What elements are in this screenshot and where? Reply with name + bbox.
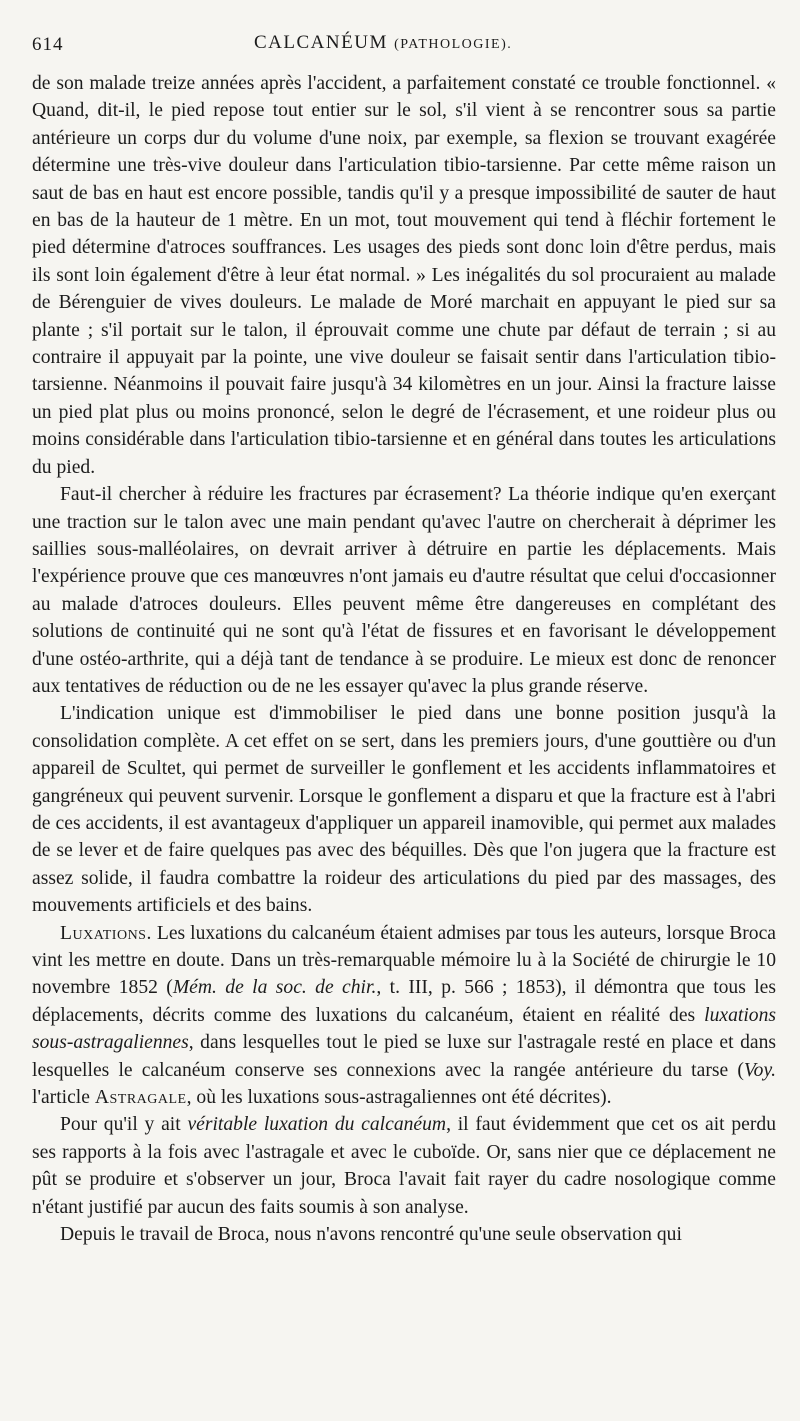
paragraph-immobilisation: L'indication unique est d'immobiliser le pied dans une bonne position jusqu'à la consolidation complète. A cet effet on se sert, dans les premiers jours, d'une gouttière ou d'un appareil de Scultet, qui permet de surveiller le gonflement et les accidents inflammatoires et gangréneux qui peuvent survenir. Lorsque le gonflement a disparu et que la fracture est à l'abri de ces accidents, il est avantageux d'appliquer un appareil inamovible, qui permet aux malades de se lever et de faire quelques pas avec des béquilles. Dès que l'on jugera que la fracture est assez solide, il faudra combattre la roideur des articulations du pied par des massages, des mouvements artificiels et des bains. <box>32 703 776 917</box>
paragraph-veritable-luxation <box>32 1111 776 1221</box>
paragraph-reduction: Faut-il chercher à réduire les fractures par écrasement? La théorie indique qu'en exerçant une traction sur le talon avec une main pendant qu'avec l'autre on chercherait à déprimer les saillies sous-malléolaires, on devrait arriver à détruire en partie les déplacements. Mais l'expérience prouve que ces manœuvres n'ont jamais eu d'autre résultat que celui d'occasionner au malade d'atroces douleurs. Elles peuvent même être dangereuses en complétant des solutions de continuité qui ne sont qu'à l'état de fissures et en favorisant le développement d'une ostéo-arthrite, qui a déjà tant de tendance à se produire. Le mieux est donc de renoncer aux tentatives de réduction ou de ne les essayer qu'avec la plus grande réserve. <box>32 484 776 697</box>
paragraph-continuation: de son malade treize années après l'accident, a parfaitement constaté ce trouble fonctionnel. « Quand, dit-il, le pied repose tout entier sur le sol, s'il vient à se rencontrer sous sa partie antérieure un corps dur du volume d'une noix, par exemple, sa flexion se trouvant exagérée détermine une très-vive douleur dans l'articulation tibio-tarsienne. Par cette même raison un saut de bas en haut est encore possible, tandis qu'il y a presque impossibilité de sauter de haut en bas de la hauteur de 1 mètre. En un mot, tout mouvement qui tend à fléchir fortement le pied détermine d'atroces souffrances. Les usages des pieds sont donc loin d'être perdus, mais ils sont loin également d'être à leur état normal. » Les inégalités du sol procuraient au malade de Bérenguier de vives douleurs. Le malade de Moré marchait en appuyant le pied sur sa plante ; s'il portait sur le talon, il éprouvait comme une chute par défaut de terrain ; si au contraire il appuyait par la pointe, une vive douleur se faisait sentir dans l'articulation tibio-tarsienne. Néanmoins il pouvait faire jusqu'à 34 kilomètres en un jour. Ainsi la fracture laisse un pied plat plus ou moins prononcé, selon le degré de l'écrasement, et une roideur plus ou moins considérable dans l'articulation tibio-tarsienne et en général dans toutes les articulations du pied. <box>32 73 776 478</box>
section-heading-luxations: Luxations. <box>60 922 152 944</box>
page-number: 614 <box>32 34 64 55</box>
cross-reference: Voy. <box>743 1059 776 1081</box>
page-body <box>32 70 776 1248</box>
text-span: , t. III, p. 566 ; 1853), il démontra que tous les déplacements, décrits comme des luxations du calcanéum, étaient en réalité des <box>32 977 776 1026</box>
citation-reference: Mém. de la soc. de chir. <box>172 977 377 999</box>
text-span: Pour qu'il y ait <box>60 1114 188 1136</box>
emphasis-term: luxations sous-astragaliennes <box>32 1004 776 1054</box>
page-header <box>32 30 772 62</box>
text-span: , où les luxations sous-astragaliennes ont été décrites). <box>186 1087 612 1109</box>
paragraph-final: Depuis le travail de Broca, nous n'avons rencontré qu'une seule observation qui <box>60 1224 682 1246</box>
paragraph-luxations <box>32 920 776 1112</box>
article-reference: Astragale <box>94 1087 187 1109</box>
emphasis-term: véritable luxation du calcanéum <box>187 1114 447 1136</box>
running-title-main: CALCANÉUM <box>254 32 388 53</box>
text-span: Les luxations du calcanéum étaient admises par tous les auteurs, lorsque Broca vint les mettre en doute. Dans un très-remarquable mémoire lu à la Société de chirurgie le 10 novembre 1852 ( <box>32 922 776 999</box>
running-title <box>254 32 512 54</box>
text-span: l'article <box>32 1087 95 1109</box>
text-span: , il faut évidemment que cet os ait perdu ses rapports à la fois avec l'astragale et avec le cuboïde. Or, sans nier que ce déplacement ne pût se produire et s'observer un jour, Broca l'avait fait rayer du cadre nosologique comme n'étant justifié par aucun des faits soumis à son analyse. <box>32 1114 776 1218</box>
text-span: , dans lesquelles tout le pied se luxe sur l'astragale resté en place et dans lesquelles le calcanéum conserve ses connexions avec la rangée antérieure du tarse ( <box>32 1032 776 1081</box>
running-title-sub: (PATHOLOGIE). <box>394 37 513 52</box>
